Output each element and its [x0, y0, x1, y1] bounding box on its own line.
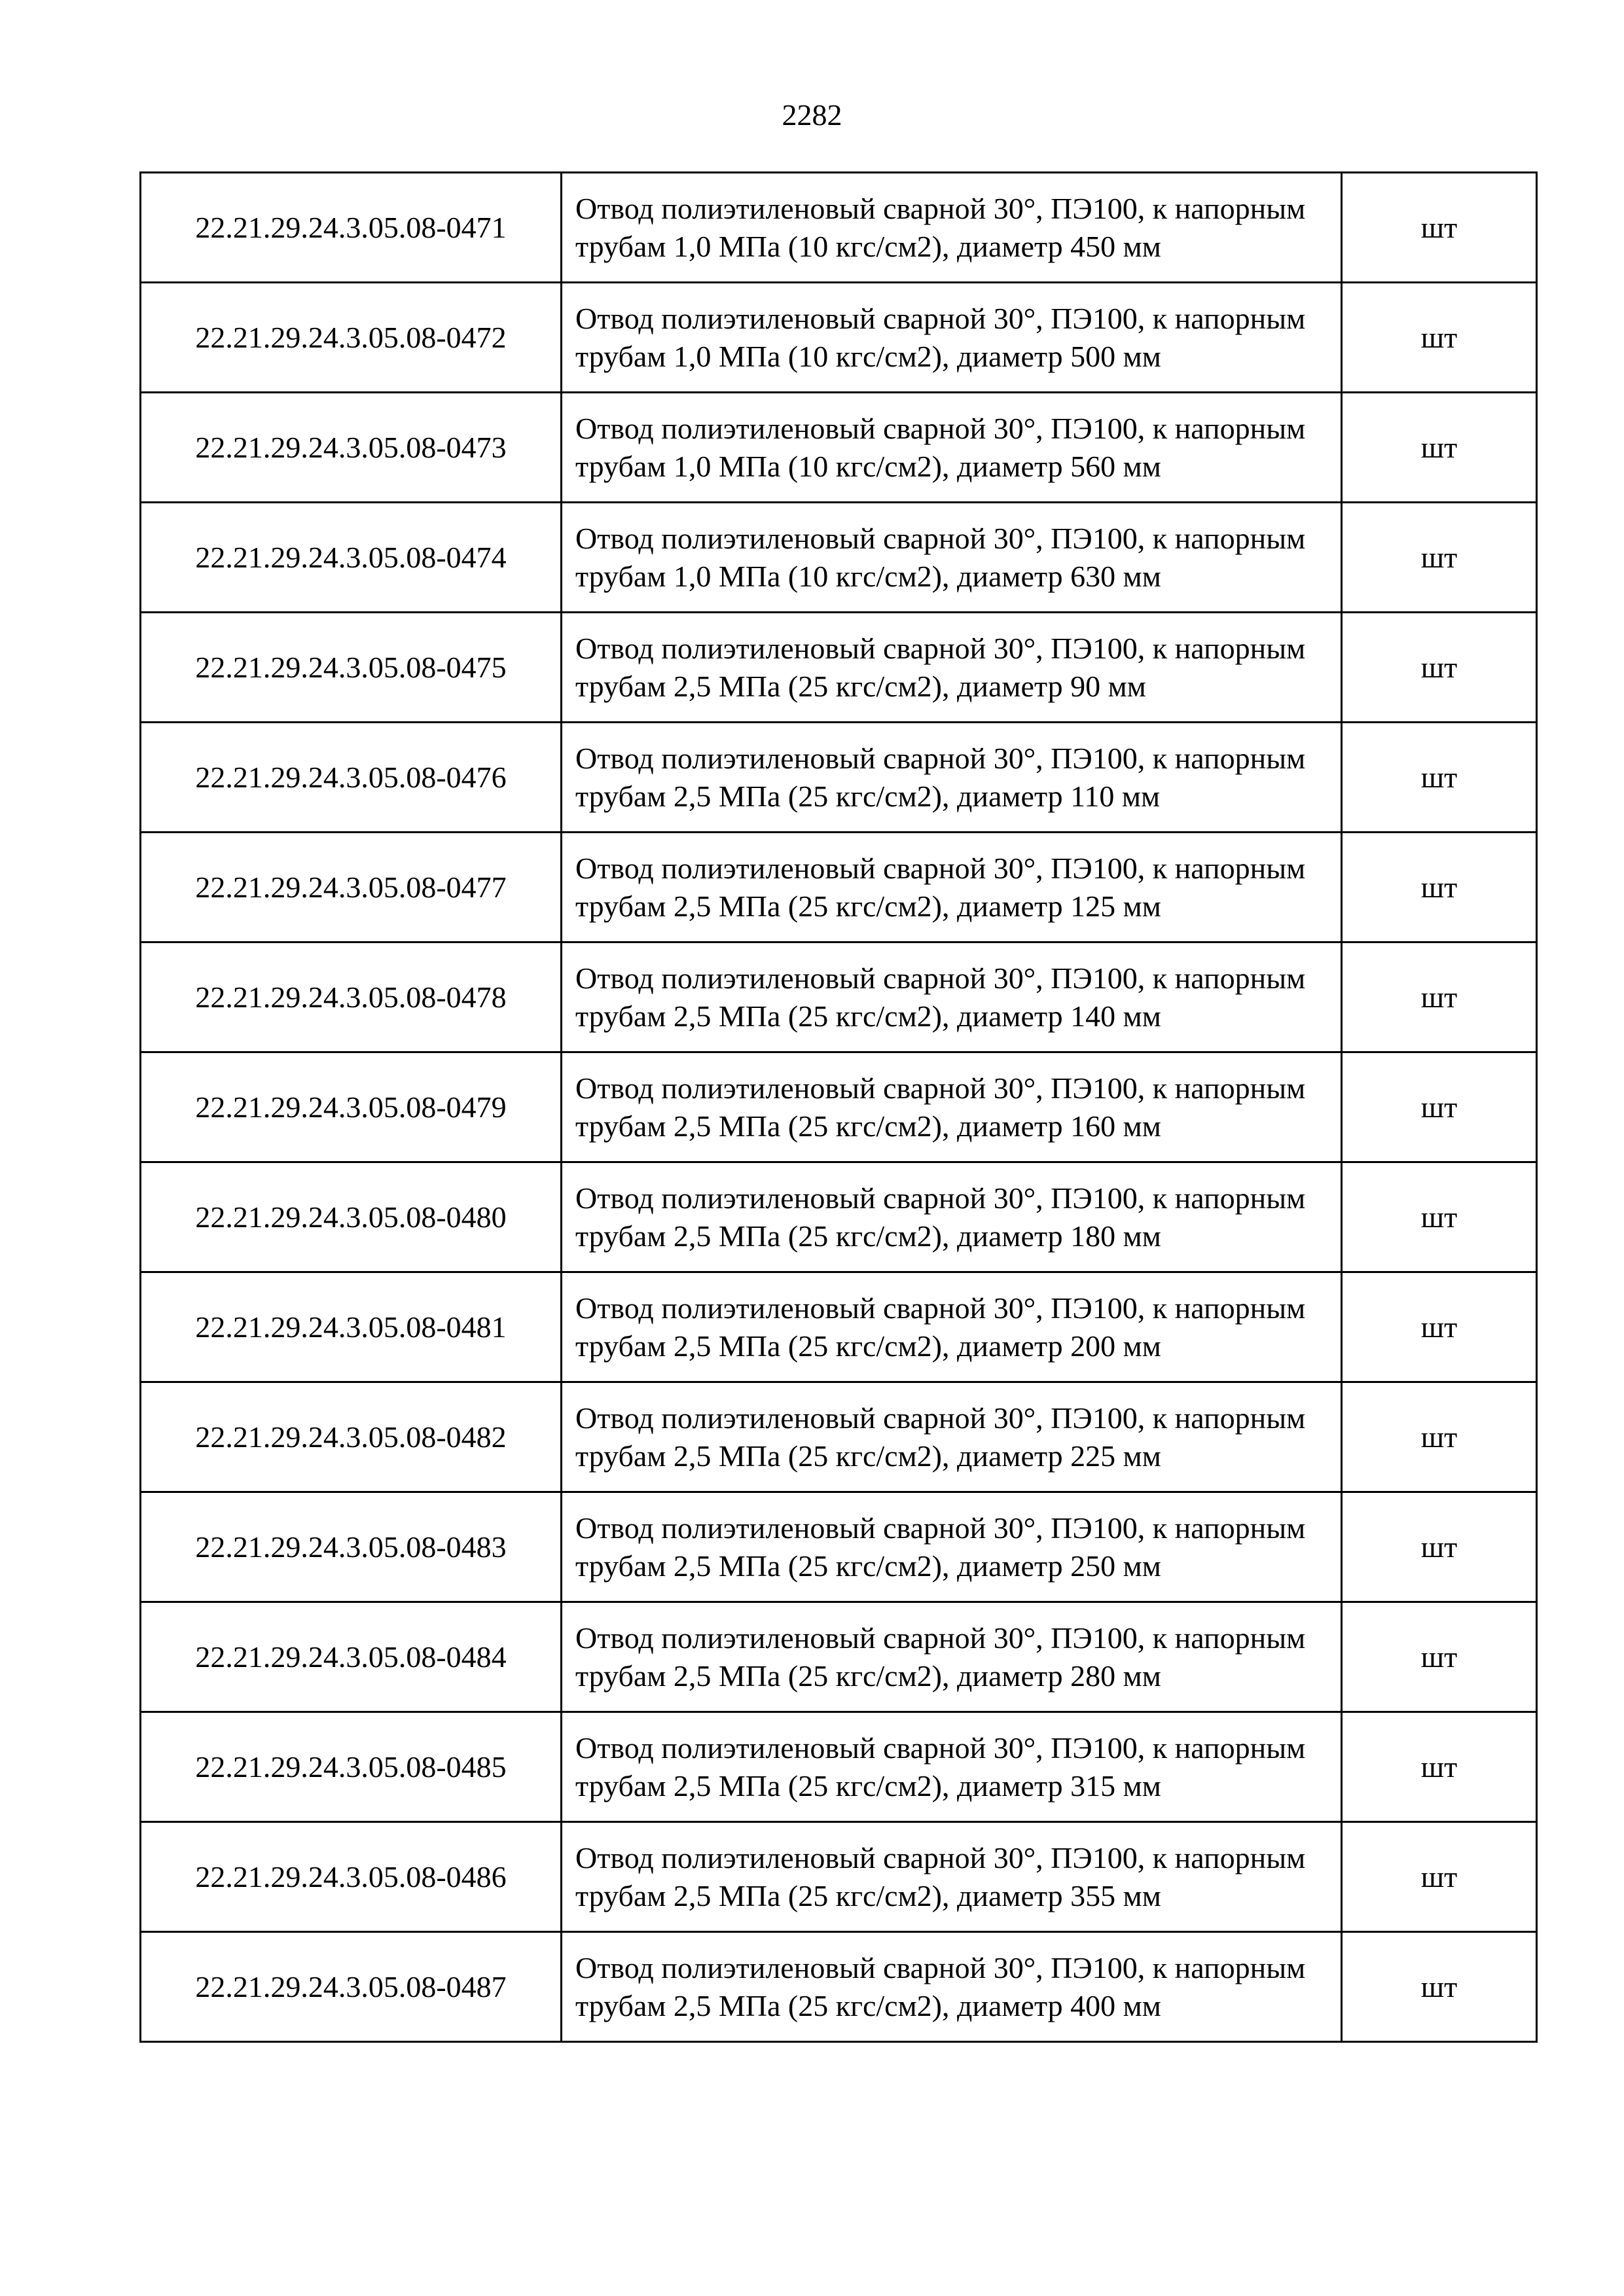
- unit-cell: шт: [1342, 1272, 1537, 1382]
- resource-code-cell: 22.21.29.24.3.05.08-0479: [141, 1052, 562, 1162]
- unit-cell: шт: [1342, 1712, 1537, 1822]
- table-row: [141, 503, 1537, 613]
- resource-description-cell: Отвод полиэтиленовый сварной 30°, ПЭ100, к напорным трубам 2,5 МПа (25 кгс/см2), диаметр 400 мм: [562, 1932, 1342, 2042]
- unit-cell: шт: [1342, 613, 1537, 723]
- resource-code-cell: 22.21.29.24.3.05.08-0475: [141, 613, 562, 723]
- resource-code-cell: 22.21.29.24.3.05.08-0477: [141, 833, 562, 942]
- resource-code-cell: 22.21.29.24.3.05.08-0478: [141, 942, 562, 1052]
- resource-code-cell: 22.21.29.24.3.05.08-0484: [141, 1602, 562, 1712]
- table-row: [141, 833, 1537, 942]
- resource-description-cell: Отвод полиэтиленовый сварной 30°, ПЭ100, к напорным трубам 1,0 МПа (10 кгс/см2), диаметр 500 мм: [562, 283, 1342, 393]
- resource-code-cell: 22.21.29.24.3.05.08-0473: [141, 393, 562, 503]
- table-row: [141, 1052, 1537, 1162]
- resource-description-cell: Отвод полиэтиленовый сварной 30°, ПЭ100, к напорным трубам 2,5 МПа (25 кгс/см2), диаметр 280 мм: [562, 1602, 1342, 1712]
- resource-code-cell: 22.21.29.24.3.05.08-0474: [141, 503, 562, 613]
- resource-description-cell: Отвод полиэтиленовый сварной 30°, ПЭ100, к напорным трубам 2,5 МПа (25 кгс/см2), диаметр 140 мм: [562, 942, 1342, 1052]
- unit-cell: шт: [1342, 283, 1537, 393]
- resource-description-cell: Отвод полиэтиленовый сварной 30°, ПЭ100, к напорным трубам 2,5 МПа (25 кгс/см2), диаметр 110 мм: [562, 723, 1342, 833]
- table-row: [141, 1272, 1537, 1382]
- unit-cell: шт: [1342, 723, 1537, 833]
- table-row: [141, 723, 1537, 833]
- resource-description-cell: Отвод полиэтиленовый сварной 30°, ПЭ100, к напорным трубам 2,5 МПа (25 кгс/см2), диаметр 225 мм: [562, 1382, 1342, 1492]
- table-row: [141, 283, 1537, 393]
- resource-code-cell: 22.21.29.24.3.05.08-0471: [141, 173, 562, 283]
- resource-description-cell: Отвод полиэтиленовый сварной 30°, ПЭ100, к напорным трубам 1,0 МПа (10 кгс/см2), диаметр 630 мм: [562, 503, 1342, 613]
- resource-code-cell: 22.21.29.24.3.05.08-0486: [141, 1822, 562, 1932]
- resource-code-cell: 22.21.29.24.3.05.08-0483: [141, 1492, 562, 1602]
- table-row: [141, 1492, 1537, 1602]
- table-row: [141, 1382, 1537, 1492]
- unit-cell: шт: [1342, 503, 1537, 613]
- unit-cell: шт: [1342, 393, 1537, 503]
- resource-code-cell: 22.21.29.24.3.05.08-0482: [141, 1382, 562, 1492]
- resource-description-cell: Отвод полиэтиленовый сварной 30°, ПЭ100, к напорным трубам 2,5 МПа (25 кгс/см2), диаметр 355 мм: [562, 1822, 1342, 1932]
- resource-description-cell: Отвод полиэтиленовый сварной 30°, ПЭ100, к напорным трубам 2,5 МПа (25 кгс/см2), диаметр 90 мм: [562, 613, 1342, 723]
- table-row: [141, 173, 1537, 283]
- unit-cell: шт: [1342, 1052, 1537, 1162]
- table-row: [141, 1602, 1537, 1712]
- resource-description-cell: Отвод полиэтиленовый сварной 30°, ПЭ100, к напорным трубам 1,0 МПа (10 кгс/см2), диаметр 560 мм: [562, 393, 1342, 503]
- unit-cell: шт: [1342, 942, 1537, 1052]
- resource-description-cell: Отвод полиэтиленовый сварной 30°, ПЭ100, к напорным трубам 2,5 МПа (25 кгс/см2), диаметр 200 мм: [562, 1272, 1342, 1382]
- unit-cell: шт: [1342, 1602, 1537, 1712]
- resource-code-cell: 22.21.29.24.3.05.08-0472: [141, 283, 562, 393]
- resource-description-cell: Отвод полиэтиленовый сварной 30°, ПЭ100, к напорным трубам 2,5 МПа (25 кгс/см2), диаметр 315 мм: [562, 1712, 1342, 1822]
- resource-description-cell: Отвод полиэтиленовый сварной 30°, ПЭ100, к напорным трубам 1,0 МПа (10 кгс/см2), диаметр 450 мм: [562, 173, 1342, 283]
- catalog-table-body: [141, 173, 1537, 2042]
- resource-description-cell: Отвод полиэтиленовый сварной 30°, ПЭ100, к напорным трубам 2,5 МПа (25 кгс/см2), диаметр 125 мм: [562, 833, 1342, 942]
- unit-cell: шт: [1342, 1162, 1537, 1272]
- resource-code-cell: 22.21.29.24.3.05.08-0476: [141, 723, 562, 833]
- page-number: 2282: [782, 98, 842, 132]
- unit-cell: шт: [1342, 833, 1537, 942]
- table-row: [141, 1822, 1537, 1932]
- unit-cell: шт: [1342, 1932, 1537, 2042]
- table-row: [141, 942, 1537, 1052]
- resource-code-cell: 22.21.29.24.3.05.08-0481: [141, 1272, 562, 1382]
- resource-description-cell: Отвод полиэтиленовый сварной 30°, ПЭ100, к напорным трубам 2,5 МПа (25 кгс/см2), диаметр 180 мм: [562, 1162, 1342, 1272]
- unit-cell: шт: [1342, 173, 1537, 283]
- table-row: [141, 1932, 1537, 2042]
- table-row: [141, 613, 1537, 723]
- table-row: [141, 1162, 1537, 1272]
- unit-cell: шт: [1342, 1822, 1537, 1932]
- catalog-table: [139, 171, 1538, 2043]
- resource-code-cell: 22.21.29.24.3.05.08-0485: [141, 1712, 562, 1822]
- unit-cell: шт: [1342, 1382, 1537, 1492]
- table-row: [141, 1712, 1537, 1822]
- resource-code-cell: 22.21.29.24.3.05.08-0480: [141, 1162, 562, 1272]
- resource-code-cell: 22.21.29.24.3.05.08-0487: [141, 1932, 562, 2042]
- unit-cell: шт: [1342, 1492, 1537, 1602]
- table-row: [141, 393, 1537, 503]
- resource-description-cell: Отвод полиэтиленовый сварной 30°, ПЭ100, к напорным трубам 2,5 МПа (25 кгс/см2), диаметр 250 мм: [562, 1492, 1342, 1602]
- resource-description-cell: Отвод полиэтиленовый сварной 30°, ПЭ100, к напорным трубам 2,5 МПа (25 кгс/см2), диаметр 160 мм: [562, 1052, 1342, 1162]
